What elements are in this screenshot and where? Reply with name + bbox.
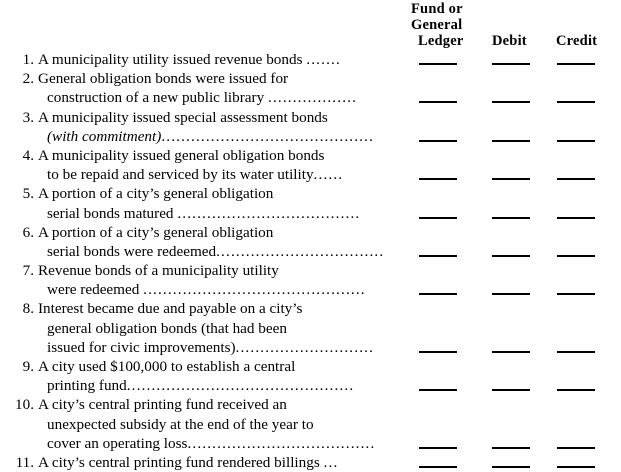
header-fund-or-general-ledger-line1: Fund or (411, 1, 463, 17)
answer-blank-fund-or-general-ledger[interactable] (419, 255, 457, 257)
list-item (0, 453, 621, 472)
answer-blanks-row (0, 204, 621, 223)
answer-blank-debit[interactable] (492, 178, 530, 180)
answer-blank-fund-or-general-ledger[interactable] (419, 447, 457, 449)
answer-blank-credit[interactable] (557, 140, 595, 142)
item-text (38, 261, 279, 280)
item-text-body: Revenue bonds of a municipality utility (38, 262, 279, 280)
dot-leader: .................. (268, 89, 358, 107)
header-credit: Credit (556, 33, 598, 49)
item-text-line (0, 338, 621, 357)
answer-blank-fund-or-general-ledger[interactable] (419, 351, 457, 353)
item-text-line (0, 434, 621, 453)
answer-blank-debit[interactable] (492, 293, 530, 295)
item-text-block (0, 453, 621, 472)
answer-blank-fund-or-general-ledger[interactable] (419, 101, 457, 103)
dot-leader: .................................. (216, 242, 385, 260)
answer-blank-fund-or-general-ledger[interactable] (419, 466, 457, 468)
item-text-body: A portion of a city’s general obligation (38, 185, 274, 203)
item-number: 3. (22, 108, 34, 126)
item-text (47, 415, 314, 434)
header-debit: Debit (492, 33, 527, 49)
item-text-body: issued for civic improvements) (47, 338, 236, 356)
item-text (38, 357, 295, 376)
item-text-line (0, 50, 621, 69)
list-item (0, 69, 621, 107)
item-text-body: serial bonds were redeemed (47, 242, 217, 260)
item-text-body: to be repaid and serviced by its water utility (47, 166, 314, 184)
item-text-block (0, 50, 621, 69)
item-text (38, 223, 273, 242)
item-number: 4. (22, 146, 34, 164)
item-text-line (0, 184, 621, 203)
item-text-line (0, 108, 621, 127)
answer-blanks-row (0, 50, 621, 69)
item-text-body: A municipality utility issued revenue bonds (38, 51, 307, 68)
list-item (0, 299, 621, 357)
item-text-line (0, 395, 621, 414)
item-text-body: general obligation bonds (that had been (47, 319, 287, 337)
item-text-block (0, 146, 621, 184)
list-item (0, 108, 621, 146)
answer-blank-debit[interactable] (492, 140, 530, 142)
answer-blank-credit[interactable] (557, 101, 595, 103)
item-text-body: Interest became due and payable on a city’s (38, 300, 303, 318)
answer-blank-fund-or-general-ledger[interactable] (419, 389, 457, 391)
item-text-body: A portion of a city’s general obligation (38, 223, 274, 241)
answer-blank-fund-or-general-ledger[interactable] (419, 293, 457, 295)
answer-blank-credit[interactable] (557, 63, 595, 65)
item-text-line (0, 357, 621, 376)
item-text (47, 319, 287, 338)
dot-leader: ........................................... (161, 127, 375, 145)
item-text-line (0, 223, 621, 242)
item-text-body: serial bonds matured (47, 204, 178, 222)
answer-blank-fund-or-general-ledger[interactable] (419, 178, 457, 180)
answer-blank-credit[interactable] (557, 466, 595, 468)
item-text-body: printing fund (47, 377, 127, 395)
list-item (0, 357, 621, 395)
item-number: 6. (22, 223, 34, 241)
item-text-body: cover an operating loss (47, 434, 188, 452)
item-text-line (0, 415, 621, 434)
answer-blank-debit[interactable] (492, 255, 530, 257)
answer-blank-fund-or-general-ledger[interactable] (419, 140, 457, 142)
answer-blank-debit[interactable] (492, 447, 530, 449)
item-text (38, 69, 288, 88)
item-text-block (0, 184, 621, 222)
answer-blanks-row (0, 376, 621, 395)
item-text-body: A city’s central printing fund rendered billings (38, 453, 324, 471)
answer-blanks-row (0, 242, 621, 261)
dot-leader: ... (323, 453, 339, 471)
list-item (0, 261, 621, 299)
item-text-block (0, 108, 621, 146)
list-item (0, 223, 621, 261)
item-text-line (0, 88, 621, 107)
list-item (0, 395, 621, 453)
item-number: 5. (22, 185, 34, 203)
item-text-line (0, 165, 621, 184)
answer-blank-fund-or-general-ledger[interactable] (419, 217, 457, 219)
item-number: 7. (22, 262, 34, 280)
item-text-body: A city used $100,000 to establish a central (38, 358, 296, 375)
answer-blank-credit[interactable] (557, 217, 595, 219)
item-text-block (0, 69, 621, 107)
dot-leader: .............................................. (126, 377, 355, 395)
dot-leader: ............................................. (143, 281, 366, 299)
answer-blanks-row (0, 280, 621, 299)
answer-blanks-row (0, 127, 621, 146)
item-text (38, 184, 273, 203)
answer-blank-credit[interactable] (557, 178, 595, 180)
item-text-body: unexpected subsidy at the end of the year to (47, 415, 314, 433)
answer-blanks-row (0, 453, 621, 472)
item-text-body: General obligation bonds were issued for (38, 70, 289, 88)
item-text (38, 395, 287, 414)
answer-blank-debit[interactable] (492, 389, 530, 391)
item-number: 1. (22, 51, 34, 68)
item-text (38, 146, 324, 165)
item-text-line (0, 319, 621, 338)
answer-blanks-row (0, 165, 621, 184)
item-text-body: were redeemed (47, 281, 144, 299)
dot-leader: ..................................... (177, 204, 361, 222)
item-text-line (0, 299, 621, 318)
item-text-line (0, 69, 621, 88)
list-item (0, 50, 621, 69)
item-text-body: A municipality issued special assessment bonds (38, 108, 328, 126)
answer-blank-credit[interactable] (557, 255, 595, 257)
answer-blanks-row (0, 434, 621, 453)
item-number: 2. (22, 70, 34, 88)
item-text-block (0, 299, 621, 357)
item-text-line (0, 242, 621, 261)
answer-blank-debit[interactable] (492, 217, 530, 219)
item-text-line (0, 127, 621, 146)
answer-blanks-row (0, 88, 621, 107)
list-item (0, 184, 621, 222)
header-fund-or-general-ledger-line3: Ledger (418, 33, 464, 49)
answer-blank-credit[interactable] (557, 389, 595, 391)
answer-blank-debit[interactable] (492, 63, 530, 65)
answer-blank-debit[interactable] (492, 466, 530, 468)
item-text-block (0, 261, 621, 299)
list-item (0, 146, 621, 184)
answer-blank-debit[interactable] (492, 101, 530, 103)
item-text (38, 299, 302, 318)
item-text-block (0, 395, 621, 453)
answer-blank-fund-or-general-ledger[interactable] (419, 63, 457, 65)
item-text-body: construction of a new public library (47, 89, 268, 107)
item-text-block (0, 223, 621, 261)
dot-leader: ...... (313, 166, 344, 184)
header-fund-or-general-ledger-line2: General (411, 17, 463, 33)
answer-blank-credit[interactable] (557, 447, 595, 449)
answer-blank-credit[interactable] (557, 351, 595, 353)
item-text-italic: (with commitment) (47, 127, 162, 145)
item-text-line (0, 376, 621, 395)
item-number: 9. (22, 358, 34, 375)
dot-leader: ....... (306, 51, 341, 68)
item-text (38, 108, 328, 127)
item-number: 10. (15, 396, 34, 414)
column-headers (0, 0, 621, 50)
transaction-items-list (0, 50, 621, 472)
item-text-body: A municipality issued general obligation bonds (38, 146, 325, 164)
answer-blank-credit[interactable] (557, 293, 595, 295)
item-text-line (0, 146, 621, 165)
item-text-line (0, 280, 621, 299)
item-text-body: A city’s central printing fund received an (38, 396, 287, 414)
dot-leader: ...................................... (187, 434, 376, 452)
answer-blanks-row (0, 338, 621, 357)
item-number: 11. (15, 453, 34, 471)
item-number: 8. (22, 300, 34, 318)
item-text-line (0, 453, 621, 472)
item-text-block (0, 357, 621, 395)
dot-leader: ............................ (235, 338, 375, 356)
item-text-line (0, 261, 621, 280)
item-text-line (0, 204, 621, 223)
answer-blank-debit[interactable] (492, 351, 530, 353)
